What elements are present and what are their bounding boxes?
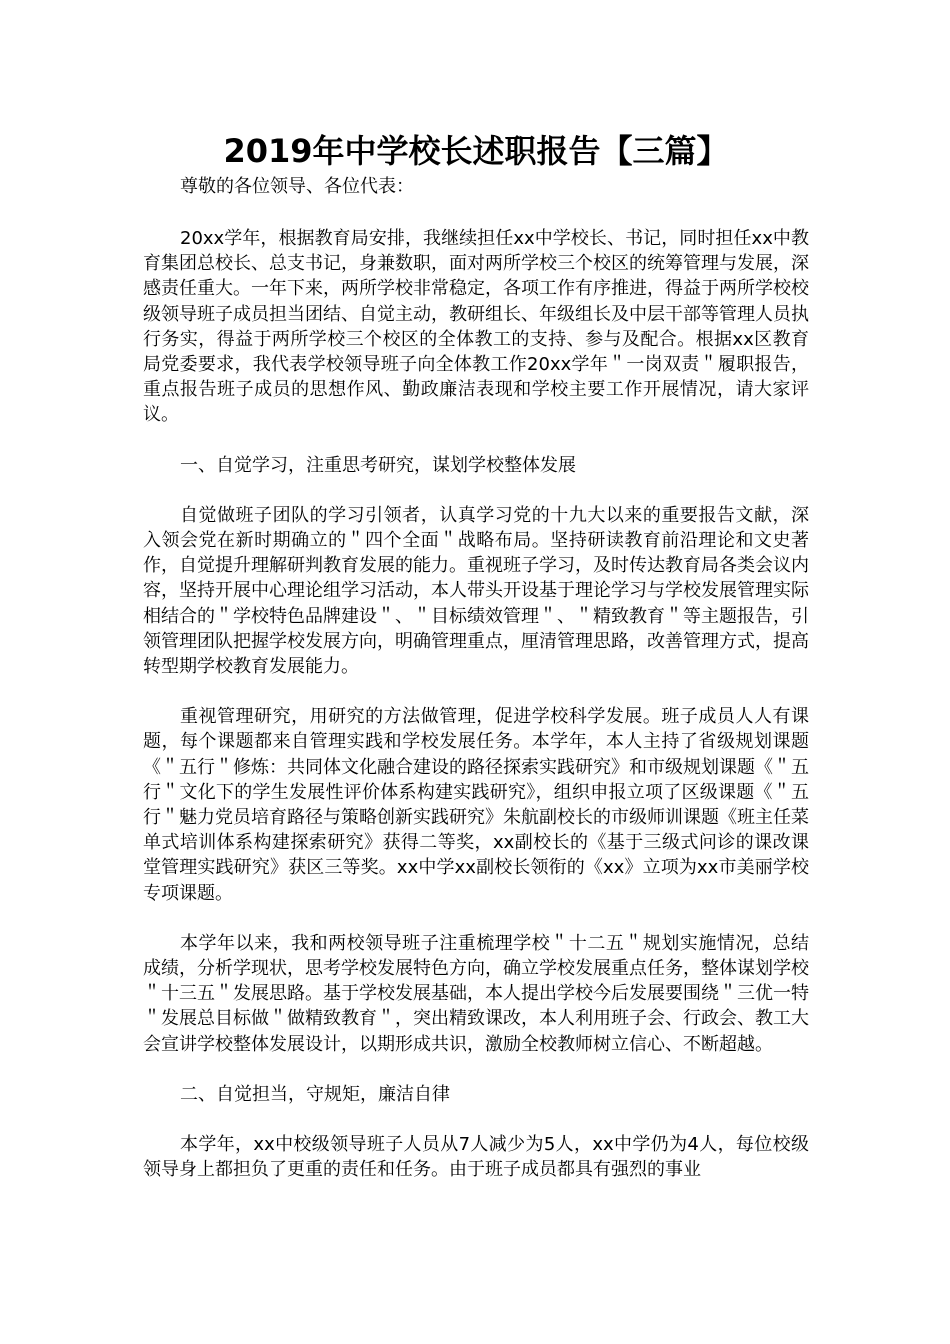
section-heading-1: 一、自觉学习，注重思考研究，谋划学校整体发展: [180, 454, 576, 476]
paragraph-intro: 20xx学年，根据教育局安排，我继续担任xx中学校长、书记，同时担任xx中教育集团总校长、总支书记，身兼数职，面对两所学校三个校区的统筹管理与发展，深感责任重大。一年下来，两所学校非常稳定，各项工作有序推进，得益于两所学校校级领导班子成员担当团结、自觉主动，教研组长、年级组长及中层干部等管理人员执行务实，得益于两所学校三个校区的全体教工的支持、参与及配合。根据xx区教育局党委要求，我代表学校领导班子向全体教工作20xx学年＂一岗双责＂履职报告，重点报告班子成员的思想作风、勤政廉洁表现和学校主要工作开展情况，请大家评议。: [143, 228, 809, 426]
paragraph-research: 重视管理研究，用研究的方法做管理，促进学校科学发展。班子成员人人有课题，每个课题都来自管理实践和学校发展任务。本学年，本人主持了省级规划课题《＂五行＂修炼：共同体文化融合建设的路径探索实践研究》和市级规划课题《＂五行＂文化下的学生发展性评价体系构建实践研究》，组织申报立项了区级课题《＂五行＂魅力党员培育路径与策略创新实践研究》朱航副校长的市级师训课题《班主任菜单式培训体系构建探索研究》获得二等奖，xx副校长的《基于三级式问诊的课改课堂管理实践研究》获区三等奖。xx中学xx副校长领衔的《xx》立项为xx市美丽学校专项课题。: [143, 706, 809, 904]
document-page: [143, 128, 809, 1183]
salutation: 尊敬的各位领导、各位代表：: [180, 176, 414, 197]
spacer: [143, 200, 809, 226]
spacer: [143, 478, 809, 503]
paragraph-study: 自觉做班子团队的学习引领者，认真学习党的十九大以来的重要报告文献，深入领会党在新时期确立的＂四个全面＂战略布局。坚持研读教育前沿理论和文史著作，自觉提升理解研判教育发展的能力。重视班子学习，及时传达教育局各类会议内容，坚持开展中心理论组学习活动，本人带头开设基于理论学习与学校发展管理实际相结合的＂学校特色品牌建设＂、＂目标绩效管理＂、＂精致教育＂等主题报告，引领管理团队把握学校发展方向，明确管理重点，厘清管理思路，改善管理方式，提高转型期学校教育发展能力。: [143, 504, 809, 678]
paragraph-planning: 本学年以来，我和两校领导班子注重梳理学校＂十二五＂规划实施情况，总结成绩，分析学现状，思考学校发展特色方向，确立学校发展重点任务，整体谋划学校＂十三五＂发展思路。基于学校发展基础，本人提出学校今后发展要围绕＂三优一特＂发展总目标做＂做精致教育＂，突出精致课改，本人利用班子会、行政会、教工大会宣讲学校整体发展设计，以期形成共识，激励全校教师树立信心、不断超越。: [143, 932, 809, 1055]
spacer: [143, 679, 809, 704]
spacer: [143, 906, 809, 931]
spacer: [143, 1057, 809, 1082]
spacer: [143, 1107, 809, 1132]
document-title: 2019年中学校长述职报告【三篇】: [223, 132, 729, 170]
section-heading-2: 二、自觉担当，守规矩，廉洁自律: [180, 1083, 450, 1105]
paragraph-team: 本学年，xx中校级领导班子人员从7人减少为5人，xx中学仍为4人，每位校级领导身上都担负了更重的责任和任务。由于班子成员都具有强烈的事业: [143, 1134, 809, 1181]
spacer: [143, 428, 809, 453]
